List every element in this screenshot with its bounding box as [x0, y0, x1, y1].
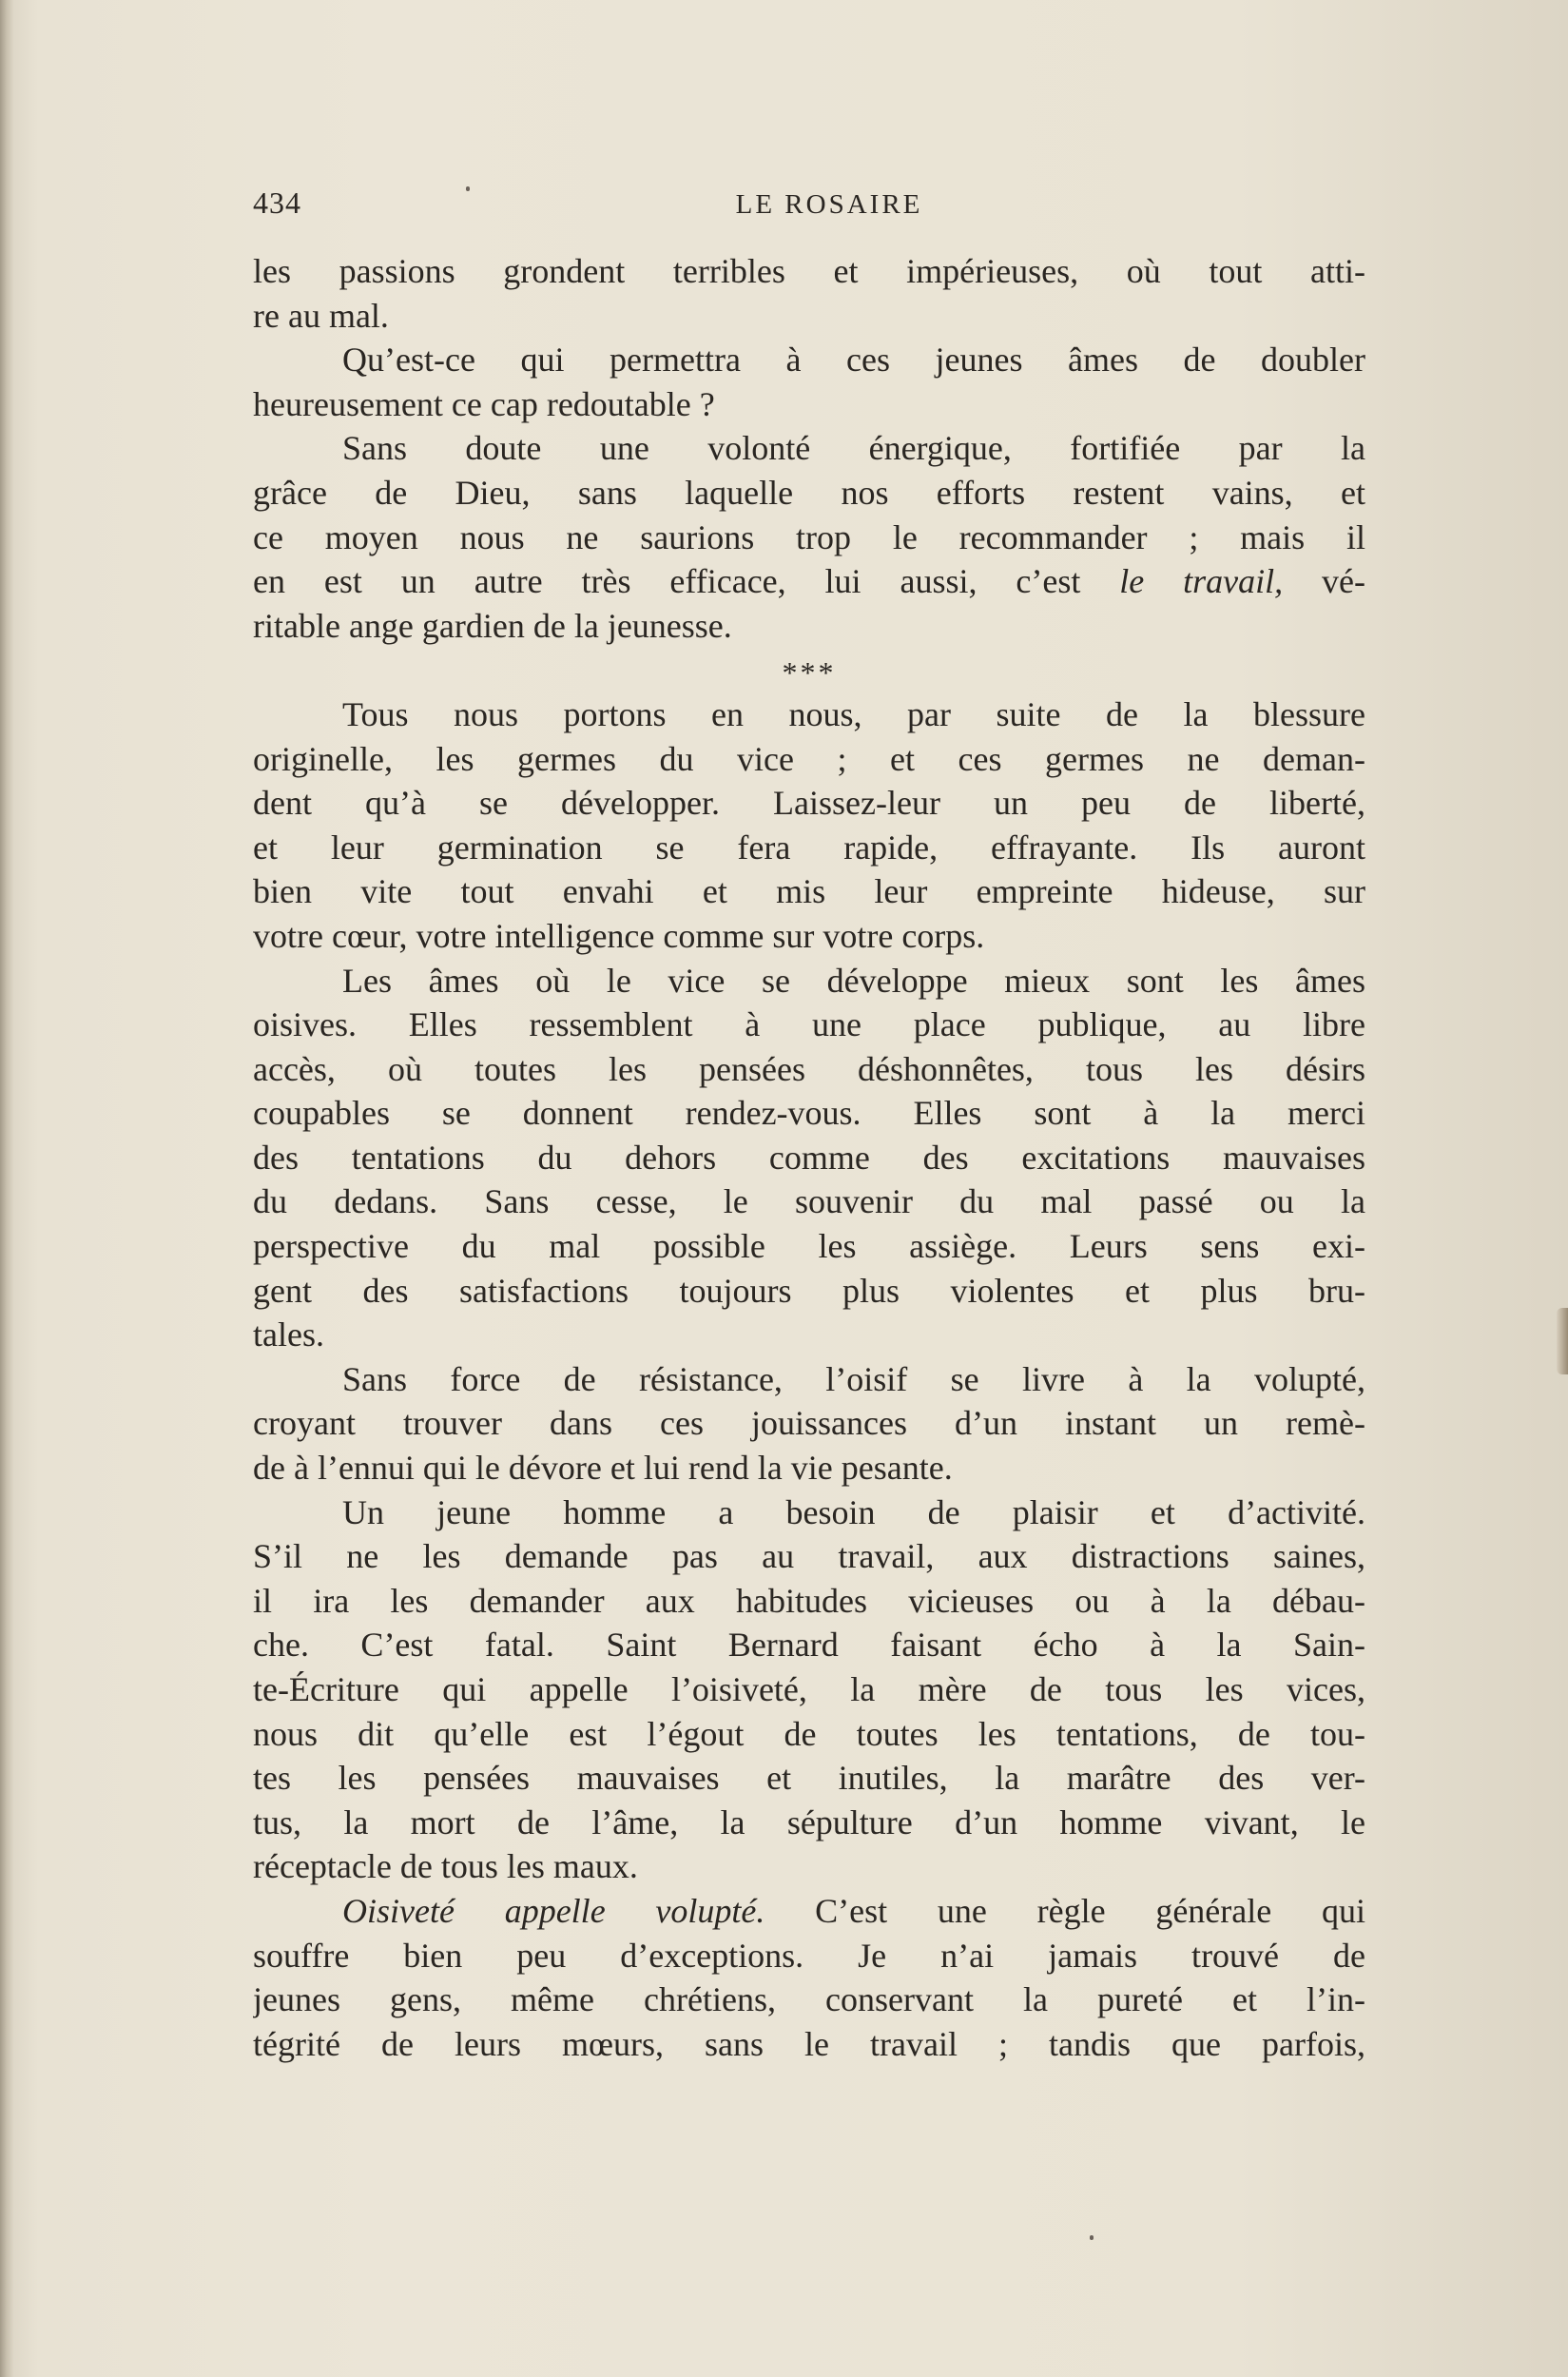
text-line: dent qu’à se développer. Laissez-leur un peu de liberté,: [253, 784, 1365, 823]
text-line: souffre bien peu d’exceptions. Je n’ai jamais trouvé de: [253, 1936, 1365, 1975]
text-line: coupables se donnent rendez-vous. Elles sont à la merci: [253, 1094, 1365, 1133]
text-line: originelle, les germes du vice ; et ces germes ne deman-: [253, 739, 1365, 778]
text-line: re au mal.: [253, 296, 389, 335]
text-line-with-italic: [253, 1889, 1365, 1934]
text-line: heureusement ce cap redoutable ?: [253, 384, 715, 423]
text-line: du dedans. Sans cesse, le souvenir du mal passé ou la: [253, 1182, 1365, 1221]
text-line: Qu’est-ce qui permettra à ces jeunes âmes de doubler: [342, 341, 1365, 380]
body-text: [253, 249, 1365, 2066]
text-line: les passions grondent terribles et impérieuses, où tout atti-: [253, 252, 1365, 290]
text-line: et leur germination se fera rapide, effrayante. Ils auront: [253, 828, 1365, 867]
text-line: Sans force de résistance, l’oisif se livre à la volupté,: [342, 1359, 1365, 1398]
text-line: bien vite tout envahi et mis leur empreinte hideuse, sur: [253, 872, 1365, 911]
text-line-with-italic: [253, 559, 1365, 604]
page-header: [253, 185, 1365, 227]
text-segment: vé-: [1283, 562, 1365, 601]
ink-speck: [466, 186, 470, 191]
section-separator: ***: [782, 655, 837, 691]
book-binding-edge: [0, 0, 13, 2377]
page-edge-mark: [1557, 1308, 1568, 1374]
text-line: ce moyen nous ne saurions trop le recommander ; mais il: [253, 517, 1365, 556]
text-segment: C’est une règle générale qui: [765, 1891, 1365, 1930]
text-line: tégrité de leurs mœurs, sans le travail ; tandis que parfois,: [253, 2024, 1365, 2063]
text-line: accès, où toutes les pensées déshonnêtes, tous les désirs: [253, 1049, 1365, 1088]
text-line: il ira les demander aux habitudes vicieuses ou à la débau-: [253, 1581, 1365, 1620]
text-line: gent des satisfactions toujours plus violentes et plus bru-: [253, 1271, 1365, 1310]
text-line: tales.: [253, 1315, 324, 1354]
page-number: 434: [253, 185, 301, 220]
text-line: réceptacle de tous les maux.: [253, 1847, 638, 1886]
italic-phrase: le travail,: [1119, 562, 1284, 601]
text-line: des tentations du dehors comme des excitations mauvaises: [253, 1138, 1365, 1177]
ink-speck: [1090, 2235, 1094, 2240]
text-line: Sans doute une volonté énergique, fortifiée par la: [342, 429, 1365, 468]
text-line: S’il ne les demande pas au travail, aux distractions saines,: [253, 1537, 1365, 1576]
text-line: tes les pensées mauvaises et inutiles, la marâtre des ver-: [253, 1759, 1365, 1798]
text-line: te-Écriture qui appelle l’oisiveté, la mère de tous les vices,: [253, 1670, 1365, 1708]
italic-phrase: Oisiveté appelle volupté.: [342, 1891, 765, 1930]
text-line: che. C’est fatal. Saint Bernard faisant écho à la Sain-: [253, 1626, 1365, 1665]
text-line: ritable ange gardien de la jeunesse.: [253, 606, 732, 645]
running-title: LE ROSAIRE: [735, 189, 923, 220]
text-line: Les âmes où le vice se développe mieux sont les âmes: [342, 961, 1365, 1000]
text-line: de à l’ennui qui le dévore et lui rend la vie pesante.: [253, 1449, 953, 1488]
text-line: oisives. Elles ressemblent à une place publique, au libre: [253, 1005, 1365, 1044]
text-line: perspective du mal possible les assiège. Leurs sens exi-: [253, 1227, 1365, 1266]
text-line: grâce de Dieu, sans laquelle nos efforts restent vains, et: [253, 473, 1365, 512]
text-line: Un jeune homme a besoin de plaisir et d’activité.: [342, 1492, 1365, 1531]
text-segment: en est un autre très efficace, lui aussi, c’est: [253, 562, 1120, 601]
text-line: tus, la mort de l’âme, la sépulture d’un homme vivant, le: [253, 1802, 1365, 1841]
text-line: jeunes gens, même chrétiens, conservant la pureté et l’in-: [253, 1980, 1365, 2019]
text-line: Tous nous portons en nous, par suite de la blessure: [342, 694, 1365, 733]
text-line: croyant trouver dans ces jouissances d’un instant un remè-: [253, 1404, 1365, 1443]
text-line: votre cœur, votre intelligence comme sur votre corps.: [253, 916, 985, 955]
text-line: nous dit qu’elle est l’égout de toutes les tentations, de tou-: [253, 1714, 1365, 1753]
